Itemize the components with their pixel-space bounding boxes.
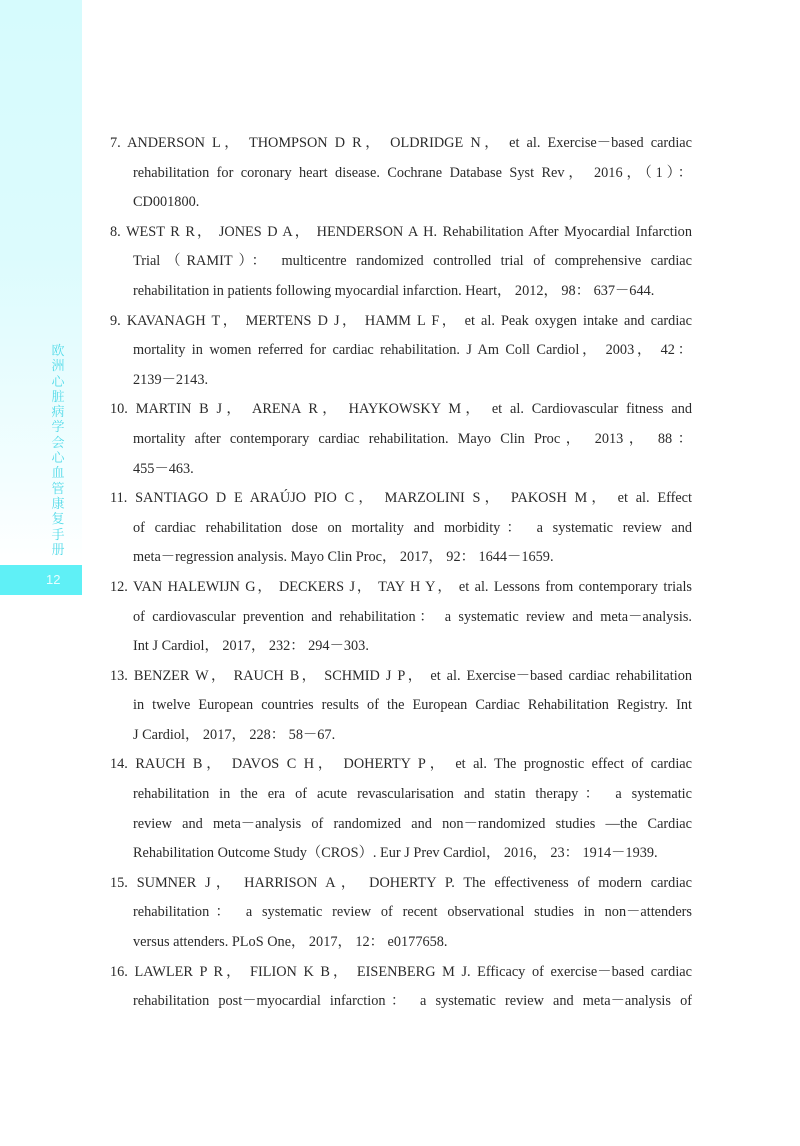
reference-line (133, 514, 692, 544)
reference-line (133, 366, 692, 396)
reference-text: versus attenders. PLoS One， 2017， 12： e0177658. (133, 934, 448, 951)
reference-text: LAWLER P R， FILION K B， EISENBERG M J. Efficacy of exercise－based cardiac (134, 963, 692, 980)
reference-text: in twelve European countries results of the European Cardiac Rehabilitation Registry. Int (133, 697, 692, 714)
reference-text: of cardiovascular prevention and rehabilitation： a systematic review and meta－analysis. (133, 608, 692, 625)
reference-text: rehabilitation in patients following myocardial infarction. Heart， 2012， 98： 637－644. (133, 282, 655, 299)
reference-item (110, 484, 692, 573)
reference-line (133, 898, 692, 928)
reference-list (110, 129, 692, 1017)
reference-text: CD001800. (133, 194, 200, 211)
reference-line (133, 603, 692, 633)
reference-line (133, 691, 692, 721)
reference-text: 2139－2143. (133, 371, 209, 388)
reference-line (133, 159, 692, 189)
reference-item (110, 869, 692, 958)
reference-number: 9. (110, 312, 121, 329)
reference-item (110, 573, 692, 662)
reference-text: mortality after contemporary cardiac rehabilitation. Mayo Clin Proc， 2013， 88： (133, 430, 692, 447)
reference-text: Rehabilitation Outcome Study（CROS）. Eur J Prev Cardiol， 2016， 23： 1914－1939. (133, 845, 658, 862)
reference-first-line (110, 218, 692, 248)
reference-first-line (110, 958, 692, 988)
reference-text: SUMNER J， HARRISON A， DOHERTY P. The effectiveness of modern cardiac (136, 874, 692, 891)
reference-first-line (110, 573, 692, 603)
reference-line (133, 632, 692, 662)
reference-text: ANDERSON L， THOMPSON D R， OLDRIDGE N， et al. Exercise－based cardiac (127, 135, 692, 151)
reference-text: J Cardiol， 2017， 228： 58－67. (133, 726, 336, 743)
reference-first-line (110, 484, 692, 514)
reference-text: WEST R R， JONES D A， HENDERSON A H. Rehabilitation After Myocardial Infarction (126, 223, 692, 240)
reference-text: RAUCH B， DAVOS C H， DOHERTY P， et al. The prognostic effect of cardiac (135, 756, 692, 773)
reference-text: rehabilitation in the era of acute revascularisation and statin therapy： a systematic (133, 786, 692, 803)
reference-line (133, 247, 692, 277)
reference-line (133, 543, 692, 573)
reference-item (110, 218, 692, 307)
reference-line (133, 928, 692, 958)
reference-item (110, 129, 692, 218)
book-title-vertical: 欧洲心脏病学会心血管康复手册 (51, 344, 65, 558)
reference-number: 16. (110, 963, 128, 980)
reference-text: 455－463. (133, 460, 194, 477)
reference-item (110, 307, 692, 396)
reference-number: 7. (110, 135, 121, 151)
reference-line (133, 987, 692, 1017)
reference-line (133, 780, 692, 810)
reference-text: Trial（RAMIT）： multicentre randomized controlled trial of comprehensive cardiac (133, 253, 692, 270)
reference-number: 8. (110, 223, 121, 240)
reference-number: 13. (110, 667, 128, 684)
reference-item (110, 662, 692, 751)
reference-number: 14. (110, 756, 128, 773)
reference-line (133, 336, 692, 366)
reference-first-line (110, 307, 692, 337)
reference-text: rehabilitation： a systematic review of recent observational studies in non－attenders (133, 904, 692, 921)
reference-text: SANTIAGO D E ARAÚJO PIO C， MARZOLINI S， PAKOSH M， et al. Effect (135, 490, 692, 507)
reference-first-line (110, 662, 692, 692)
reference-number: 12. (110, 578, 128, 595)
reference-line (133, 188, 692, 218)
reference-text: rehabilitation post－myocardial infarction： a systematic review and meta－analysis of (133, 993, 692, 1010)
reference-text: rehabilitation for coronary heart disease. Cochrane Database Syst Rev， 2016，（1）： (133, 164, 692, 181)
reference-line (133, 839, 692, 869)
reference-line (133, 425, 692, 455)
reference-first-line (110, 869, 692, 899)
reference-text: meta－regression analysis. Mayo Clin Proc， 2017， 92： 1644－1659. (133, 549, 554, 566)
page-number-box (0, 565, 82, 595)
reference-text: BENZER W， RAUCH B， SCHMID J P， et al. Exercise－based cardiac rehabilitation (133, 667, 692, 684)
reference-first-line (110, 129, 692, 159)
reference-text: KAVANAGH T， MERTENS D J， HAMM L F， et al. Peak oxygen intake and cardiac (126, 312, 692, 329)
reference-text: mortality in women referred for cardiac rehabilitation. J Am Coll Cardiol， 2003， 42： (133, 342, 692, 359)
reference-text: Int J Cardiol， 2017， 232： 294－303. (133, 638, 369, 655)
reference-first-line (110, 395, 692, 425)
sidebar-band (0, 0, 82, 565)
reference-item (110, 750, 692, 868)
reference-number: 10. (110, 401, 128, 418)
page-number: 12 (46, 572, 61, 587)
reference-line (133, 455, 692, 485)
reference-text: VAN HALEWIJN G， DECKERS J， TAY H Y， et al. Lessons from contemporary trials (133, 578, 692, 595)
reference-item (110, 395, 692, 484)
reference-number: 11. (110, 490, 128, 507)
reference-line (133, 277, 692, 307)
reference-line (133, 721, 692, 751)
reference-text: review and meta－analysis of randomized and non－randomized studies —the Cardiac (133, 815, 692, 832)
reference-number: 15. (110, 874, 128, 891)
reference-item (110, 958, 692, 1017)
reference-text: of cardiac rehabilitation dose on mortality and morbidity： a systematic review and (133, 519, 692, 536)
reference-first-line (110, 750, 692, 780)
reference-text: MARTIN B J， ARENA R， HAYKOWSKY M， et al. Cardiovascular fitness and (135, 401, 692, 418)
reference-line (133, 810, 692, 840)
